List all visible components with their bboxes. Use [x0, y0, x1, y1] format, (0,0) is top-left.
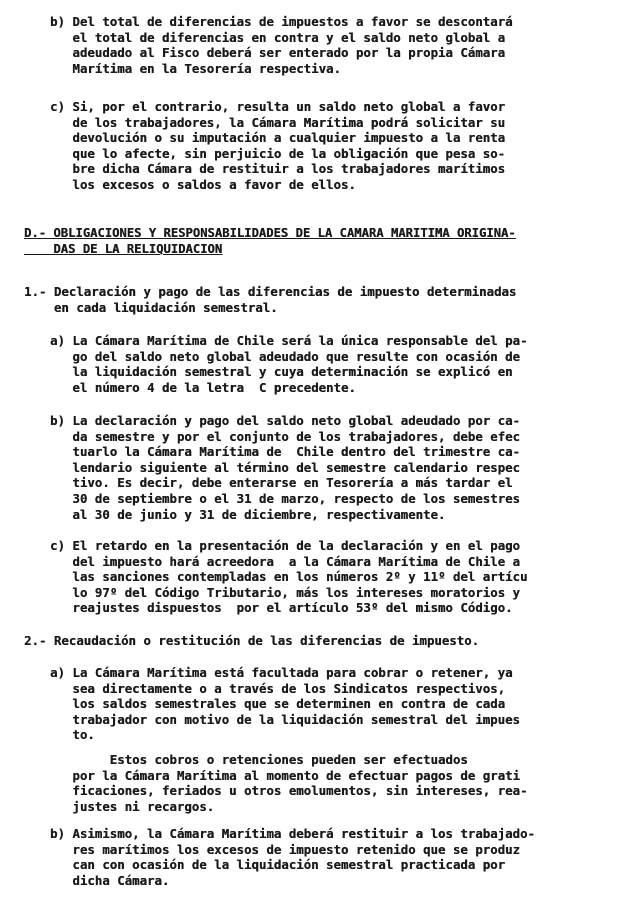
- point-2-heading: 2.- Recaudación o restitución de las diferencias de impuesto.: [24, 633, 480, 648]
- paragraph-a-facultada-cobrar: a) La Cámara Marítima está facultada para cobrar o retener, ya sea directamente o a través de los Sindicatos respectivos, los saldos semestrales que se determinen en contra de cada trabajador con motivo de la liquidación semestral del impues to.: [50, 665, 520, 743]
- paragraph-c-retardo: c) El retardo en la presentación de la declaración y en el pago del impuesto hará acreedora a la Cámara Marítima de Chile a las sanciones contempladas en los números 2º y 11º del artícu lo 97º del Código Tributario, más los intereses moratorios y reajustes dispuestos por el artículo 53º del mismo Código.: [50, 538, 528, 616]
- paragraph-cobros-retenciones: Estos cobros o retenciones pueden ser efectuados por la Cámara Marítima al momento de efectuar pagos de grati ficaciones, feriados u otros emolumentos, sin intereses, rea- justes ni recargos.: [72, 752, 528, 814]
- paragraph-b-declaracion-pago: b) La declaración y pago del saldo neto global adeudado por ca- da semestre y por el conjunto de los trabajadores, debe efec tuarlo la Cámara Marítima de Chile dentro del trimestre ca- lendario siguiente al término del semestre calendario respec tivo. Es decir, debe enterarse en Tesorería a más tardar el 30 de septiembre o el 31 de marzo, respecto de los semestres al 30 de junio y 31 de diciembre, respectivamente.: [50, 413, 520, 522]
- paragraph-b-restituir: b) Asimismo, la Cámara Marítima deberá restituir a los trabajado- res marítimos los excesos de impuesto retenido que se produz can con ocasión de la liquidación semestral practicada por dicha Cámara.: [50, 826, 535, 888]
- paragraph-a-unica-responsable: a) La Cámara Marítima de Chile será la única responsable del pa- go del saldo neto global adeudado que resulte con ocasión de la liquidación semestral y cuya determinación se explicó en el número 4 de la letra C precedente.: [50, 333, 528, 395]
- section-d-heading-line2: DAS DE LA RELIQUIDACION: [24, 242, 223, 256]
- paragraph-c-saldo-favor: c) Si, por el contrario, resulta un saldo neto global a favor de los trabajadores, la Cámara Marítima podrá solicitar su devolución o su imputación a cualquier impuesto a la renta que lo afecte, sin perjuicio de la obligación que pesa so- bre dicha Cámara de restituir a los trabajadores marítimos los excesos o saldos a favor de ellos.: [50, 99, 506, 192]
- paragraph-b-total-diferencias: b) Del total de diferencias de impuestos a favor se descontará el total de diferencias en contra y el saldo neto global a adeudado al Fisco deberá ser enterado por la propia Cámara Marítima en la Tesorería respectiva.: [50, 14, 513, 76]
- section-d-heading-line1: D.- OBLIGACIONES Y RESPONSABILIDADES DE LA CAMARA MARITIMA ORIGINA-: [24, 226, 516, 240]
- point-1-heading: 1.- Declaración y pago de las diferencias de impuesto determinadas en cada liquidación semestral.: [24, 284, 517, 315]
